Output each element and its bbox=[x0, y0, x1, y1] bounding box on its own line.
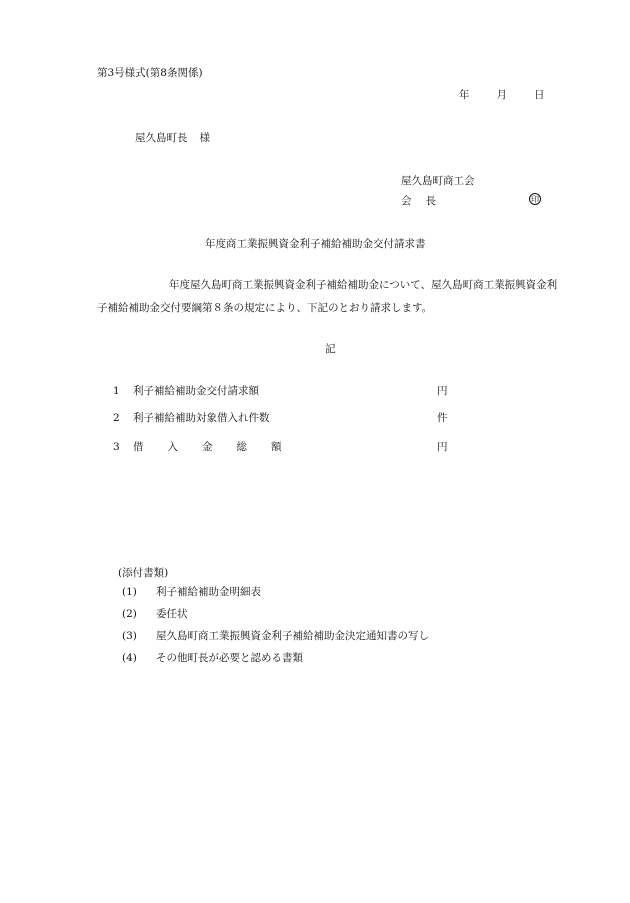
item-number: 1 bbox=[113, 385, 120, 397]
ki-heading: 記 bbox=[325, 343, 336, 355]
date-day: 日 bbox=[534, 89, 545, 101]
seal-mark: 印 bbox=[531, 195, 539, 204]
item-label: 利子補給補助金交付請求額 bbox=[133, 385, 259, 397]
item-label: 利子補給補助対象借入れ件数 bbox=[133, 412, 270, 424]
item-number: 2 bbox=[113, 412, 120, 424]
date-line bbox=[459, 88, 545, 102]
attachments-heading: (添付書類) bbox=[118, 567, 169, 579]
addressee-honorific: 様 bbox=[199, 132, 210, 144]
attachment-number: (4) bbox=[122, 652, 137, 664]
attachment-number: (1) bbox=[122, 586, 137, 598]
item-unit: 件 bbox=[437, 412, 448, 424]
label-char: 入 bbox=[167, 441, 178, 453]
item-unit: 円 bbox=[437, 441, 448, 453]
label-char: 借 bbox=[133, 441, 144, 453]
form-number: 第3号様式(第8条関係) bbox=[97, 67, 203, 79]
attachment-label: 委任状 bbox=[156, 608, 188, 620]
addressee bbox=[135, 131, 210, 145]
request-item bbox=[113, 440, 453, 454]
sender-title bbox=[401, 194, 436, 208]
attachment-number: (2) bbox=[122, 608, 137, 620]
attachment-label: 利子補給補助金明細表 bbox=[156, 586, 261, 598]
attachment-item bbox=[122, 651, 303, 665]
item-number: 3 bbox=[113, 441, 120, 453]
attachment-item bbox=[122, 629, 429, 643]
sender-organization: 屋久島町商工会 bbox=[401, 175, 475, 187]
attachment-item bbox=[122, 607, 188, 621]
label-char: 額 bbox=[271, 441, 282, 453]
label-char: 金 bbox=[202, 441, 213, 453]
addressee-name: 屋久島町長 bbox=[135, 132, 188, 144]
document-title: 年度商工業振興資金利子補給補助金交付請求書 bbox=[205, 238, 426, 250]
sender-title-b: 長 bbox=[425, 195, 436, 207]
attachment-item bbox=[122, 585, 261, 599]
item-label-spaced bbox=[133, 440, 282, 454]
date-month: 月 bbox=[496, 89, 507, 101]
attachment-label: その他町長が必要と認める書類 bbox=[156, 652, 303, 664]
date-year: 年 bbox=[459, 89, 470, 101]
request-item bbox=[113, 411, 453, 425]
sender-title-a: 会 bbox=[401, 195, 412, 207]
attachment-label: 屋久島町商工業振興資金利子補給補助金決定通知書の写し bbox=[156, 630, 429, 642]
request-item bbox=[113, 384, 453, 398]
item-unit: 円 bbox=[437, 385, 448, 397]
attachment-number: (3) bbox=[122, 630, 137, 642]
body-text: 年度屋久島町商工業振興資金利子補給補助金について、屋久島町商工業振興資金利子補給補助金交付要綱第８条の規定により、下記のとおり請求します。 bbox=[97, 279, 558, 314]
label-char: 総 bbox=[236, 441, 247, 453]
